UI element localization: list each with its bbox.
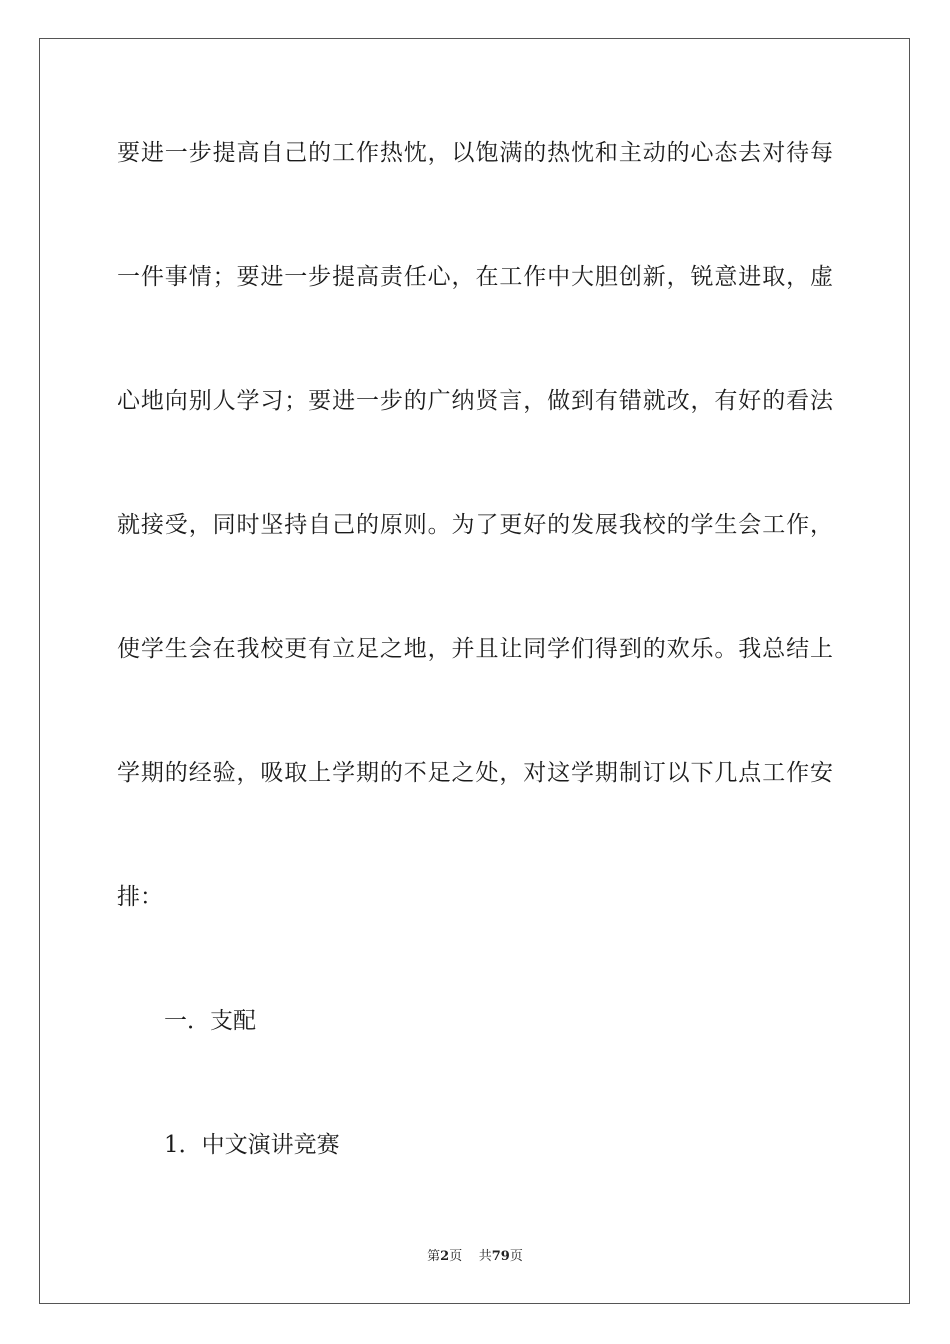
paragraph-line: 要进一步提高自己的工作热忱，以饱满的热忱和主动的心态去对待每 (117, 140, 833, 166)
paragraph-line: 一件事情；要进一步提高责任心，在工作中大胆创新，锐意进取，虚 (117, 264, 833, 290)
footer-page-prefix: 第 (427, 1249, 441, 1264)
footer-total-suffix: 页 (509, 1249, 523, 1264)
paragraph-line: 心地向别人学习；要进一步的广纳贤言，做到有错就改，有好的看法 (117, 388, 833, 414)
section-heading: 一．支配 (164, 1008, 256, 1034)
footer-page-number: 2 (440, 1249, 450, 1264)
page-border (39, 38, 910, 1304)
page-footer (0, 1248, 950, 1266)
footer-total-pages: 79 (491, 1249, 510, 1264)
footer-page-suffix: 页 (449, 1249, 463, 1264)
subsection-heading: 1．中文演讲竞赛 (164, 1132, 340, 1158)
paragraph-line: 使学生会在我校更有立足之地，并且让同学们得到的欢乐。我总结上 (117, 636, 833, 662)
paragraph-line: 排： (117, 884, 163, 910)
paragraph-line: 就接受，同时坚持自己的原则。为了更好的发展我校的学生会工作， (117, 512, 833, 538)
paragraph-line: 学期的经验，吸取上学期的不足之处，对这学期制订以下几点工作安 (117, 760, 833, 786)
footer-total-prefix: 共 (478, 1249, 492, 1264)
